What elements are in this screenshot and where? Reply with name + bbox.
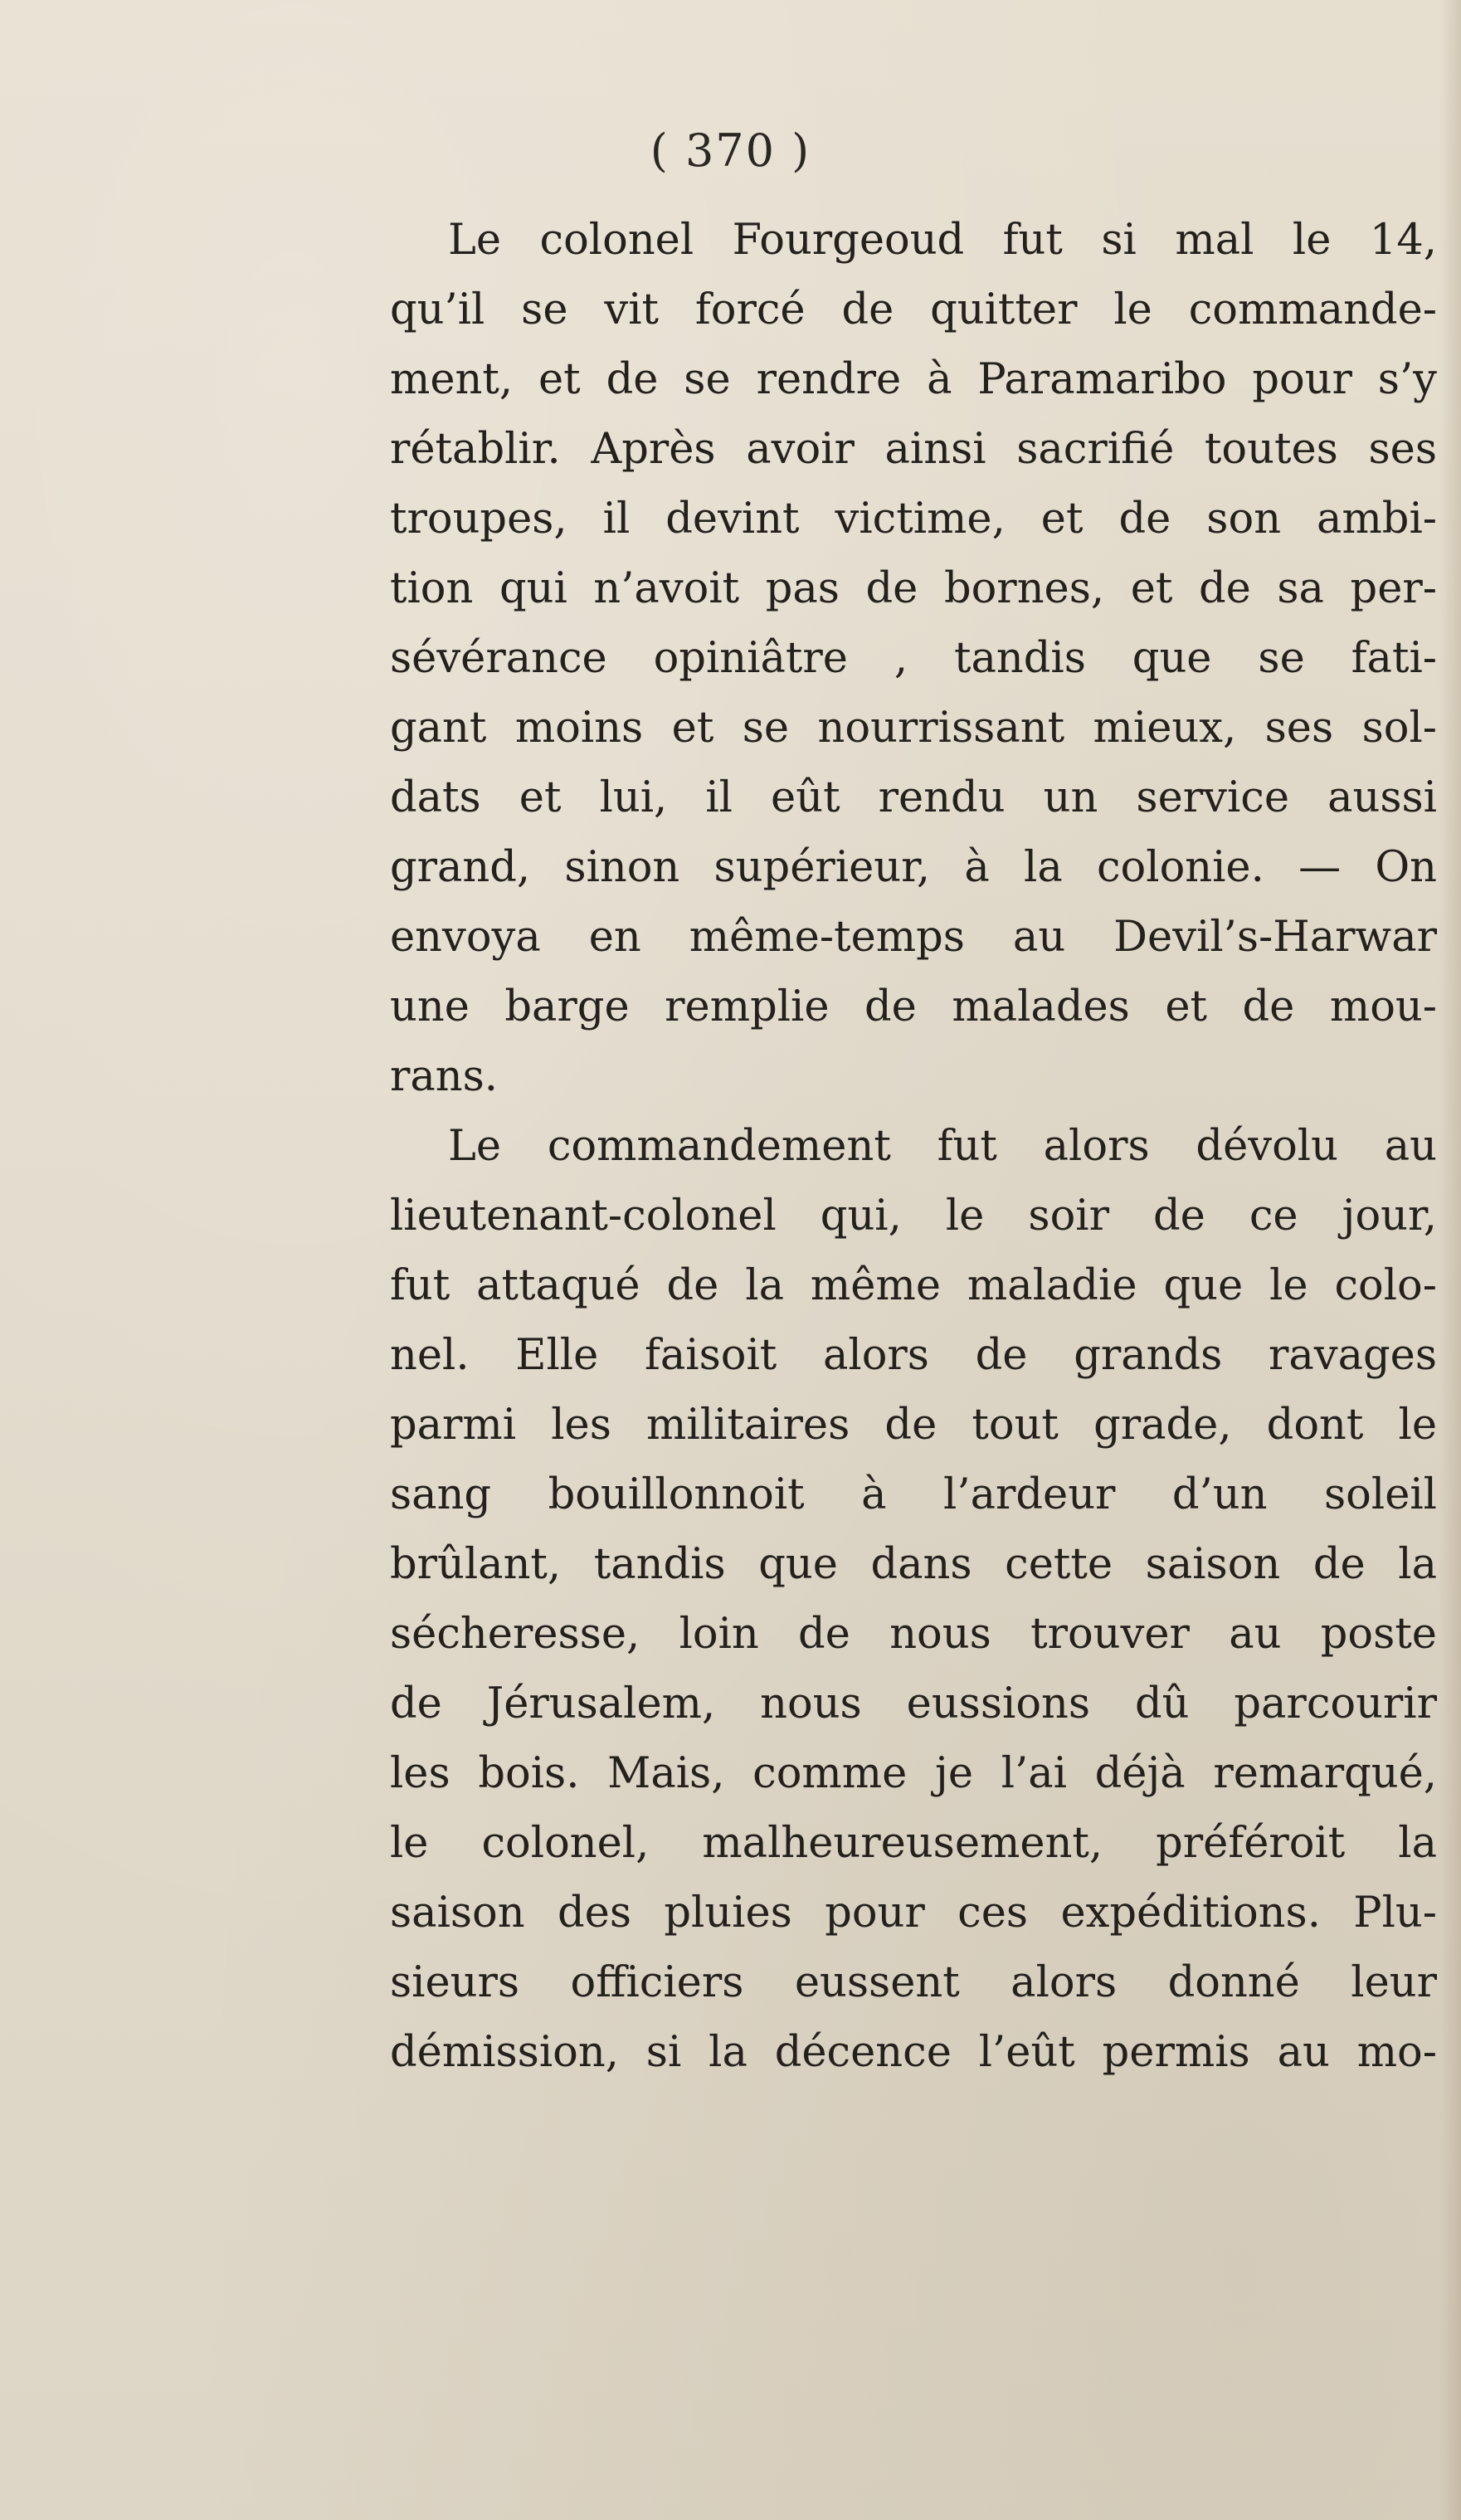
text-line: une barge remplie de malades et de mou- xyxy=(390,982,1437,1031)
text-line: nel. Elle faisoit alors de grands ravages xyxy=(390,1331,1437,1380)
text-line: de Jérusalem, nous eussions dû parcourir xyxy=(390,1679,1437,1728)
page-edge-shadow xyxy=(1439,0,1461,2520)
text-line: le colonel, malheureusement, préféroit la xyxy=(390,1819,1437,1868)
text-line: ment, et de se rendre à Paramaribo pour s’y xyxy=(390,355,1437,404)
text-line: lieutenant-colonel qui, le soir de ce jour, xyxy=(390,1192,1437,1241)
text-line: grand, sinon supérieur, à la colonie. — On xyxy=(390,843,1437,892)
text-line: sieurs officiers eussent alors donné leur xyxy=(390,1958,1437,2007)
text-line: rans. xyxy=(390,1052,499,1101)
text-line: parmi les militaires de tout grade, dont le xyxy=(390,1401,1437,1450)
text-line: Le commandement fut alors dévolu au xyxy=(448,1122,1437,1171)
text-line: sang bouillonnoit à l’ardeur d’un soleil xyxy=(390,1470,1437,1519)
text-line: sévérance opiniâtre , tandis que se fati- xyxy=(390,634,1437,683)
text-line: fut attaqué de la même maladie que le colo- xyxy=(390,1261,1437,1310)
text-line: tion qui n’avoit pas de bornes, et de sa per- xyxy=(390,564,1437,613)
text-line: Le colonel Fourgeoud fut si mal le 14, xyxy=(448,216,1437,265)
text-line: qu’il se vit forcé de quitter le commande- xyxy=(390,285,1437,334)
text-line: gant moins et se nourrissant mieux, ses sol- xyxy=(390,704,1437,753)
text-line: saison des pluies pour ces expéditions. Plu- xyxy=(390,1889,1437,1938)
text-line: démission, si la décence l’eût permis au mo- xyxy=(390,2028,1437,2077)
text-line: sécheresse, loin de nous trouver au poste xyxy=(390,1610,1437,1659)
text-line: les bois. Mais, comme je l’ai déjà remarqué, xyxy=(390,1749,1437,1798)
text-line: brûlant, tandis que dans cette saison de la xyxy=(390,1540,1437,1589)
text-line: troupes, il devint victime, et de son ambi- xyxy=(390,495,1437,543)
page-number: ( 370 ) xyxy=(650,124,811,177)
text-line: envoya en même-temps au Devil’s-Harwar xyxy=(390,913,1437,962)
text-line: rétablir. Après avoir ainsi sacrifié toutes ses xyxy=(390,425,1437,474)
body-text xyxy=(390,206,1437,2088)
text-line: dats et lui, il eût rendu un service aussi xyxy=(390,773,1437,822)
